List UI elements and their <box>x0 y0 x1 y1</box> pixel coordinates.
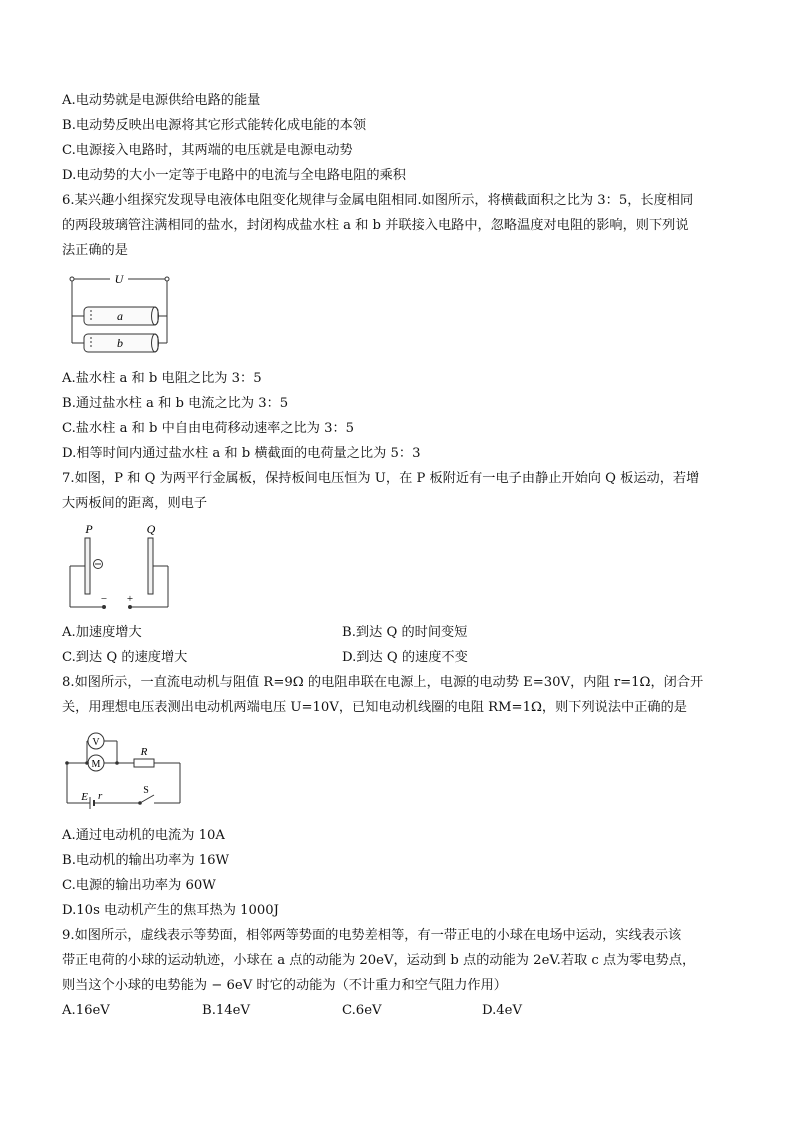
q5-option-d: D.电动势的大小一定等于电路中的电流与全电路电阻的乘积 <box>62 168 406 183</box>
q9-stem-line-2: 带正电荷的小球的运动轨迹，小球在 a 点的动能为 20eV，运动到 b 点的动能为 2eV.若取 c 点为零电势点， <box>62 953 696 968</box>
q8-junction-motor-left-icon <box>85 761 89 765</box>
q7-option-a: A.加速度增大 <box>62 625 142 640</box>
q9-option-d: D.4eV <box>482 1003 523 1018</box>
q7-label-minus: − <box>100 593 108 605</box>
q7-stem-line-2: 大两板间的距离，则电子 <box>62 496 208 511</box>
q7-label-plus: + <box>126 593 134 605</box>
q8-junction-left-icon <box>65 761 69 765</box>
q5-option-b: B.电动势反映出电源将其它形式能转化成电能的本领 <box>62 118 367 133</box>
q6-stem-line-2: 的两段玻璃管注满相同的盐水，封闭构成盐水柱 a 和 b 并联接入电路中，忽略温度对电阻的影响，则下列说 <box>62 218 689 233</box>
q6-option-c: C.盐水柱 a 和 b 中自由电荷移动速率之比为 3：5 <box>62 421 355 436</box>
q7-stem-line-1: 7.如图，P 和 Q 为两平行金属板，保持板间电压恒为 U，在 P 板附近有一电子由静止开始向 Q 板运动，若增 <box>62 471 700 486</box>
q8-label-voltmeter: V <box>92 737 100 748</box>
q8-option-a: A.通过电动机的电流为 10A <box>62 828 225 843</box>
q5-option-c: C.电源接入电路时，其两端的电压就是电源电动势 <box>62 143 353 158</box>
q8-label-internal-r: r <box>98 790 103 802</box>
q7-label-q: Q <box>146 522 156 536</box>
q8-motor-circuit-figure <box>62 725 187 810</box>
q8-option-c: C.电源的输出功率为 60W <box>62 878 216 893</box>
q8-junction-motor-right-icon <box>115 761 119 765</box>
q9-option-c: C.6eV <box>342 1003 382 1018</box>
q9-stem-line-3: 则当这个小球的电势能为 − 6eV 时它的动能为（不计重力和空气阻力作用） <box>62 978 507 993</box>
q7-positive-terminal-icon <box>128 605 132 609</box>
q8-option-d: D.10s 电动机产生的焦耳热为 1000J <box>62 903 279 918</box>
q8-stem-line-2: 关，用理想电压表测出电动机两端电压 U=10V，已知电动机线圈的电阻 RM=1Ω，则下列说法中正确的是 <box>62 700 687 715</box>
q6-stem-line-1: 6.某兴趣小组探究发现导电液体电阻变化规律与金属电阻相同.如图所示，将横截面积之比为 3：5，长度相同 <box>62 193 694 208</box>
q6-label-a: a <box>117 309 123 323</box>
q8-option-b: B.电动机的输出功率为 16W <box>62 853 230 868</box>
q6-label-b: b <box>117 336 123 350</box>
q8-label-motor: M <box>91 759 101 770</box>
q7-label-p: P <box>85 522 93 536</box>
q6-option-a: A.盐水柱 a 和 b 电阻之比为 3：5 <box>62 371 262 386</box>
q6-label-u: U <box>114 272 124 286</box>
q7-option-d: D.到达 Q 的速度不变 <box>342 650 468 665</box>
q9-option-a: A.16eV <box>62 1003 110 1018</box>
q7-negative-terminal-icon <box>102 605 106 609</box>
q5-option-a: A.电动势就是电源供给电路的能量 <box>62 93 261 108</box>
q7-option-c: C.到达 Q 的速度增大 <box>62 650 188 665</box>
q6-salt-column-circuit-figure <box>62 270 172 360</box>
q6-option-b: B.通过盐水柱 a 和 b 电流之比为 3：5 <box>62 396 289 411</box>
q9-stem-line-1: 9.如图所示，虚线表示等势面，相邻两等势面的电势差相等，有一带正电的小球在电场中运动，实线表示该 <box>62 928 682 943</box>
q8-switch-pivot-icon <box>138 801 142 805</box>
q9-option-b: B.14eV <box>202 1003 250 1018</box>
q8-label-emf: E <box>81 791 88 803</box>
q6-option-d: D.相等时间内通过盐水柱 a 和 b 横截面的电荷量之比为 5：3 <box>62 446 421 461</box>
q8-stem-line-1: 8.如图所示，一直流电动机与阻值 R=9Ω 的电阻串联在电源上，电源的电动势 E=30V，内阻 r=1Ω，闭合开 <box>62 675 704 690</box>
q6-stem-line-3: 法正确的是 <box>62 243 128 258</box>
q7-option-b: B.到达 Q 的时间变短 <box>342 625 468 640</box>
q8-label-resistor: R <box>140 746 148 758</box>
q8-label-switch: S <box>143 785 149 796</box>
q7-parallel-plates-figure <box>62 520 182 615</box>
